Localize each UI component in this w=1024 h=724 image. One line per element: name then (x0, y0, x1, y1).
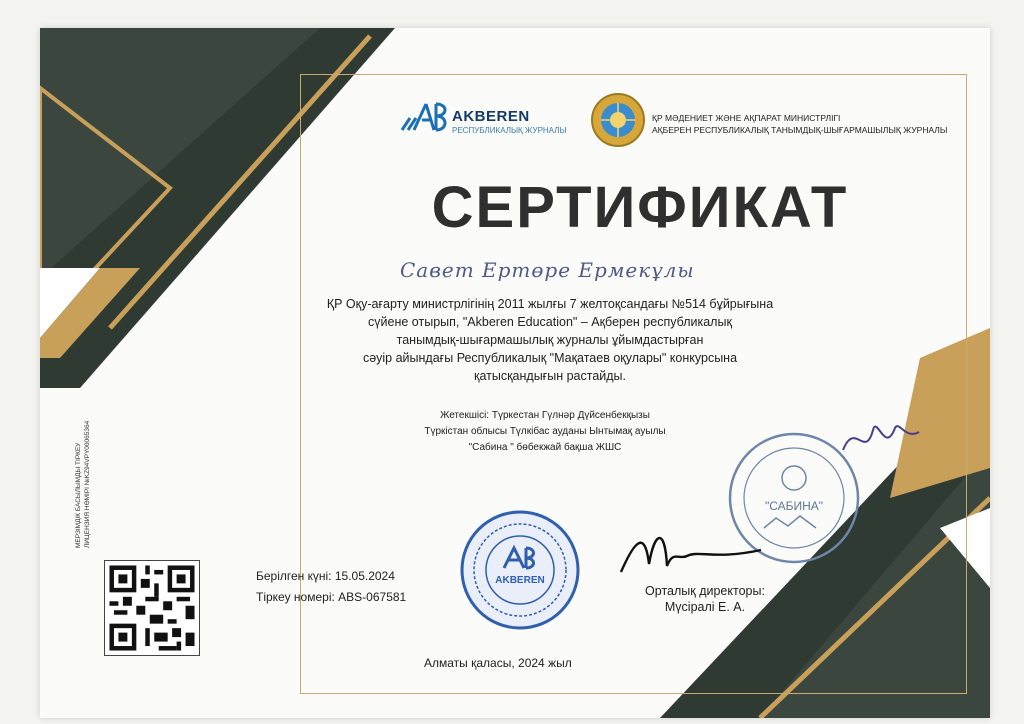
certificate-title: СЕРТИФИКАТ (431, 175, 849, 240)
director-name: Мүсіралі Е. А. (664, 600, 746, 614)
ministry-line-2: АҚБЕРЕН РЕСПУБЛИКАЛЫҚ ТАНЫМДЫҚ-ШЫҒАРМАШЫЛЫҚ ЖУРНАЛЫ (652, 125, 948, 135)
director-signature (615, 520, 765, 580)
supervisor-line-1: Жетекшісі: Түркестан Гүлнәр Дүйсенбекқызы (440, 410, 650, 421)
supervisor-line-2: Түркістан облысы Түлкібас ауданы Ынтымақ ауылы (424, 426, 666, 437)
akberen-logo-icon (400, 98, 448, 134)
seal-gray-label: "САБИНА" (764, 499, 824, 513)
certificate-body (290, 295, 810, 385)
director-block (640, 583, 770, 615)
signature-mark-2 (835, 410, 925, 470)
logo-subtitle: РЕСПУБЛИКАЛЫҚ ЖУРНАЛЫ (452, 126, 567, 135)
license-line-1: МЕРЗІМДІК БАСЫЛЫМДЫ ТІРКЕУ (75, 442, 82, 548)
issue-date: Берілген күні: 15.05.2024 (256, 569, 395, 583)
registration-number: Тіркеу номері: ABS-067581 (256, 590, 407, 604)
license-vertical (74, 420, 91, 718)
certificate-sheet (40, 28, 990, 718)
qr-code-icon (104, 560, 200, 656)
recipient-name: Савет Ертөре Ермекұлы (400, 258, 695, 282)
kazakhstan-emblem-icon (590, 92, 646, 148)
body-line-5: қатысқандығын растайды. (473, 369, 627, 383)
body-line-3: танымдық-шығармашылық журналы ұйымдастырған (396, 333, 704, 347)
logo-name: AKBEREN (452, 108, 530, 125)
issue-info (256, 566, 406, 608)
city-year: Алматы қаласы, 2024 жыл (424, 656, 572, 670)
ministry-header (652, 112, 947, 136)
body-line-1: ҚР Оқу-ағарту министрлігінің 2011 жылғы 7 желтоқсандағы №514 бұйрығына (326, 297, 774, 311)
body-line-4: сәуір айындағы Республикалық "Мақатаев оқулары" конкурсына (362, 351, 738, 365)
supervisor-block (295, 408, 795, 456)
seal-blue-label: AKBEREN (495, 575, 545, 586)
ministry-line-1: ҚР МӘДЕНИЕТ ЖӘНЕ АҚПАРАТ МИНИСТРЛІГІ (652, 113, 841, 123)
body-line-2: сүйене отырып, "Akberen Education" – Ақберен республикалық (368, 315, 732, 329)
director-title: Орталық директоры: (645, 584, 765, 598)
license-line-2: ЛИЦЕНЗИЯ НӨМІРІ №KZ94VPY00065364 (84, 420, 91, 548)
akberen-seal-stamp (458, 508, 582, 632)
supervisor-line-3: "Сабина " бөбекжай бақша ЖШС (468, 442, 622, 453)
